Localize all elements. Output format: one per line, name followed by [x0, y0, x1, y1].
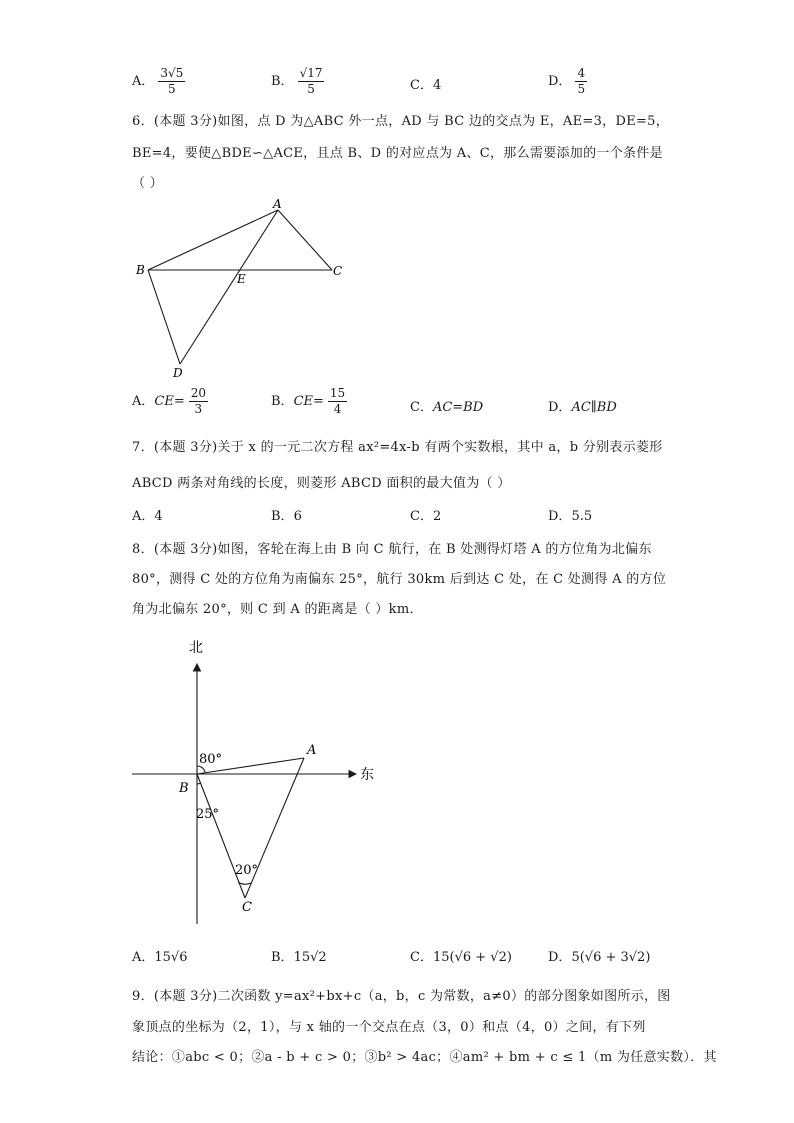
q8-option-d	[548, 946, 650, 965]
q5-option-a	[132, 66, 185, 97]
q8-option-b	[271, 946, 327, 965]
fraction	[575, 66, 587, 97]
option-text: 4	[154, 509, 163, 524]
q6-text-line1: 6．(本题 3分)如图，点 D 为△ABC 外一点，AD 与 BC 边的交点为 E，AE=3，DE=5，	[132, 114, 670, 129]
point-a-label: A	[273, 197, 282, 211]
q8-option-a	[132, 946, 188, 965]
fraction	[158, 66, 185, 97]
denominator: 5	[307, 82, 315, 96]
q5-option-c	[410, 74, 441, 93]
option-text: 2	[432, 509, 442, 524]
option-text: 15(√6 + √2)	[432, 950, 512, 965]
option-label: B．	[271, 394, 294, 409]
option-label: D．	[548, 950, 572, 965]
option-text: 5.5	[571, 509, 593, 524]
option-label: A．	[132, 74, 155, 89]
numerator: 4	[577, 66, 586, 80]
numerator: 3√5	[160, 66, 184, 80]
option-text: AC=BD	[432, 400, 484, 415]
option-label: C．	[410, 950, 433, 965]
q7-text-line1: 7．(本题 3分)关于 x 的一元二次方程 ax²=4x-b 有两个实数根，其中 a，b 分别表示菱形	[132, 440, 663, 455]
option-label: A．	[132, 509, 155, 524]
q6-option-b	[271, 386, 347, 417]
point-c-label: C	[333, 264, 343, 278]
q8-text-line3: 角为北偏东 20°，则 C 到 A 的距离是（ ）km．	[132, 602, 423, 617]
q6-triangle-figure	[130, 196, 360, 382]
q6-option-a	[132, 386, 208, 417]
q9-text-line3: 结论：①abc < 0；②a - b + c > 0；③b² > 4ac；④am² + bm + c ≤ 1（m 为任意实数）．其	[132, 1050, 717, 1065]
q8-bearing-figure	[128, 634, 388, 926]
point-e-label: E	[237, 272, 246, 286]
q7-option-c	[410, 505, 441, 524]
numerator: 20	[190, 386, 207, 400]
q8-text-line2: 80°，测得 C 处的方位角为南偏东 25°，航行 30km 后到达 C 处，在 C 处测得 A 的方位	[132, 572, 667, 587]
q8-text-line1: 8．(本题 3分)如图，客轮在海上由 B 向 C 航行，在 B 处测得灯塔 A 的方位角为北偏东	[132, 542, 652, 557]
option-text: 5(√6 + 3√2)	[571, 950, 651, 965]
option-label: C．	[410, 509, 433, 524]
q9-text-line1: 9．(本题 3分)二次函数 y=ax²+bx+c（a，b，c 为常数，a≠0）的部分图象如图所示，图	[132, 989, 671, 1004]
denominator: 5	[168, 82, 176, 96]
option-text: 4	[432, 78, 442, 93]
option-label: B．	[271, 74, 294, 89]
north-label: 北	[189, 640, 203, 656]
option-text: AC∥BD	[571, 400, 617, 415]
option-label: A．	[132, 394, 155, 409]
east-label: 东	[360, 767, 374, 783]
point-c-label: C	[242, 900, 252, 915]
q7-text-line2: ABCD 两条对角线的长度，则菱形 ABCD 面积的最大值为（ ）	[132, 476, 511, 491]
q6-option-c	[410, 396, 483, 415]
fraction	[298, 66, 325, 97]
q6-text-line2: BE=4，要使△BDE∽△ACE，且点 B、D 的对应点为 A、C，那么需要添加的一个条件是	[132, 146, 663, 161]
denominator: 4	[333, 402, 342, 416]
q9-text-line2: 象顶点的坐标为（2，1），与 x 轴的一个交点在点（3，0）和点（4，0）之间，有下列	[132, 1020, 646, 1035]
option-label: C．	[410, 78, 433, 93]
option-label: B．	[271, 950, 294, 965]
option-label: D．	[548, 400, 572, 415]
point-b-label: B	[136, 263, 145, 277]
q7-option-a	[132, 505, 163, 524]
denominator: 3	[194, 402, 203, 416]
q5-option-d	[548, 66, 587, 97]
angle-20-label: 20°	[235, 863, 259, 878]
option-label: D．	[548, 74, 572, 89]
fraction	[189, 386, 208, 417]
q8-option-c	[410, 946, 512, 965]
option-label: C．	[410, 400, 433, 415]
option-label: D．	[548, 509, 572, 524]
point-d-label: D	[173, 366, 183, 380]
option-label: A．	[132, 950, 155, 965]
option-prefix: CE=	[154, 394, 185, 409]
angle-80-label: 80°	[199, 752, 223, 767]
q6-option-d	[548, 396, 617, 415]
fraction	[328, 386, 347, 417]
option-text: 15√2	[293, 950, 327, 965]
numerator: 15	[329, 386, 346, 400]
point-b-label: B	[179, 781, 189, 796]
q5-option-b	[271, 66, 324, 97]
option-label: B．	[271, 509, 294, 524]
q7-option-d	[548, 505, 592, 524]
numerator: √17	[299, 66, 323, 80]
option-text: 15√6	[154, 950, 188, 965]
option-text: 6	[293, 509, 302, 524]
q6-text-line3: （ ）	[132, 176, 164, 191]
option-prefix: CE=	[293, 394, 324, 409]
point-a-label: A	[307, 743, 317, 758]
denominator: 5	[577, 82, 586, 96]
angle-25-label: 25°	[196, 807, 220, 822]
q7-option-b	[271, 505, 302, 524]
